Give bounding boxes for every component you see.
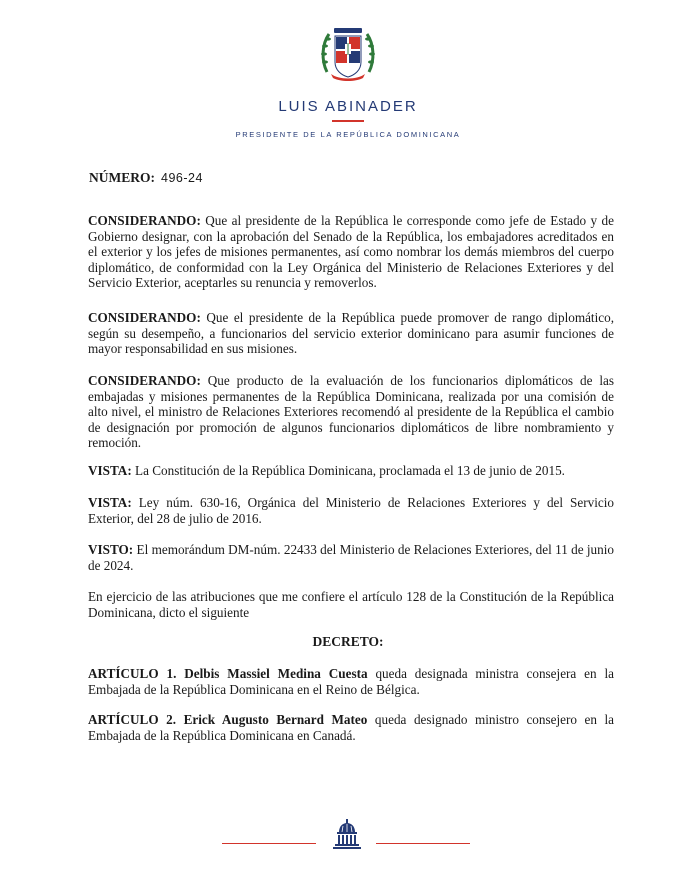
footer-rule-right (376, 843, 470, 844)
vista-text: La Constitución de la República Dominicana, proclamada el 13 de junio de 2015. (135, 463, 565, 478)
considerando-1 (88, 213, 614, 291)
considerando-label: CONSIDERANDO: (88, 310, 201, 325)
signatory-name: LUIS ABINADER (278, 98, 418, 115)
articulo-text: queda designada ministra consejera en la Embajada de la República Dominicana en el Reino de Bélgica. (88, 666, 614, 697)
vista-label: VISTA: (88, 463, 132, 478)
decreto-heading: DECRETO: (312, 634, 384, 649)
ejercicio-paragraph: En ejercicio de las atribuciones que me confiere el artículo 128 de la Constitución de la República Dominicana, dicto el siguiente (88, 589, 614, 620)
coat-of-arms-icon (319, 22, 377, 82)
articulo-label: ARTÍCULO 2. (88, 712, 177, 727)
vista-1 (88, 463, 614, 479)
considerando-label: CONSIDERANDO: (88, 213, 201, 228)
considerando-text: Que producto de la evaluación de los funcionarios diplomáticos de las embajadas y misiones permanentes de la República Dominicana, realizada por una comisión de alto nivel, el ministro de Relaciones Exteriores recomendó al presidente de la República el cambio de designación por promoción de algunos funcionarios diplomáticos de libre nombramiento y remoción. (88, 373, 615, 451)
articulo-2 (88, 712, 614, 743)
articulo-text: queda designado ministro consejero en la Embajada de la República Dominicana en Canadá. (88, 712, 615, 743)
header-divider (332, 120, 364, 122)
articulo-label: ARTÍCULO 1. (88, 666, 177, 681)
vista-label: VISTA: (88, 495, 132, 510)
visto-text: El memorándum DM-núm. 22433 del Ministerio de Relaciones Exteriores, del 11 de junio de 2024. (88, 542, 614, 573)
visto-label: VISTO: (88, 542, 134, 557)
footer-rule-left (222, 843, 316, 844)
vista-2 (88, 495, 614, 526)
decree-number-label: NÚMERO: (89, 170, 155, 185)
considerando-text: Que al presidente de la República le corresponde como jefe de Estado y de Gobierno designar, con la aprobación del Senado de la República, los embajadores acreditados en el exterior y los jefes de misiones permanentes, así como nombrar los demás miembros del cuerpo diplomático, de conformidad con la Ley Orgánica del Ministerio de Relaciones Exteriores y del Servicio Exterior, aceptarles su renuncia y removerlos. (88, 213, 614, 291)
articulo-person-name: Erick Augusto Bernard Mateo (183, 712, 368, 727)
signatory-title: PRESIDENTE DE LA REPÚBLICA DOMINICANA (235, 130, 461, 139)
vista-text: Ley núm. 630-16, Orgánica del Ministerio de Relaciones Exteriores y del Servicio Exterior, del 28 de julio de 2016. (88, 495, 615, 526)
articulo-person-name: Delbis Massiel Medina Cuesta (184, 666, 368, 681)
visto-3 (88, 542, 614, 573)
considerando-text: Que el presidente de la República puede promover de rango diplomático, según su desempeño, a funcionarios del servicio exterior dominicano para asumir funciones de mayor responsabilidad en sus misiones. (88, 310, 615, 357)
decree-number (89, 170, 203, 186)
considerando-2 (88, 310, 614, 357)
decree-number-value: 496-24 (161, 171, 203, 185)
considerando-label: CONSIDERANDO: (88, 373, 201, 388)
considerando-3 (88, 373, 614, 451)
palace-dome-icon (329, 818, 365, 850)
articulo-1 (88, 666, 614, 697)
